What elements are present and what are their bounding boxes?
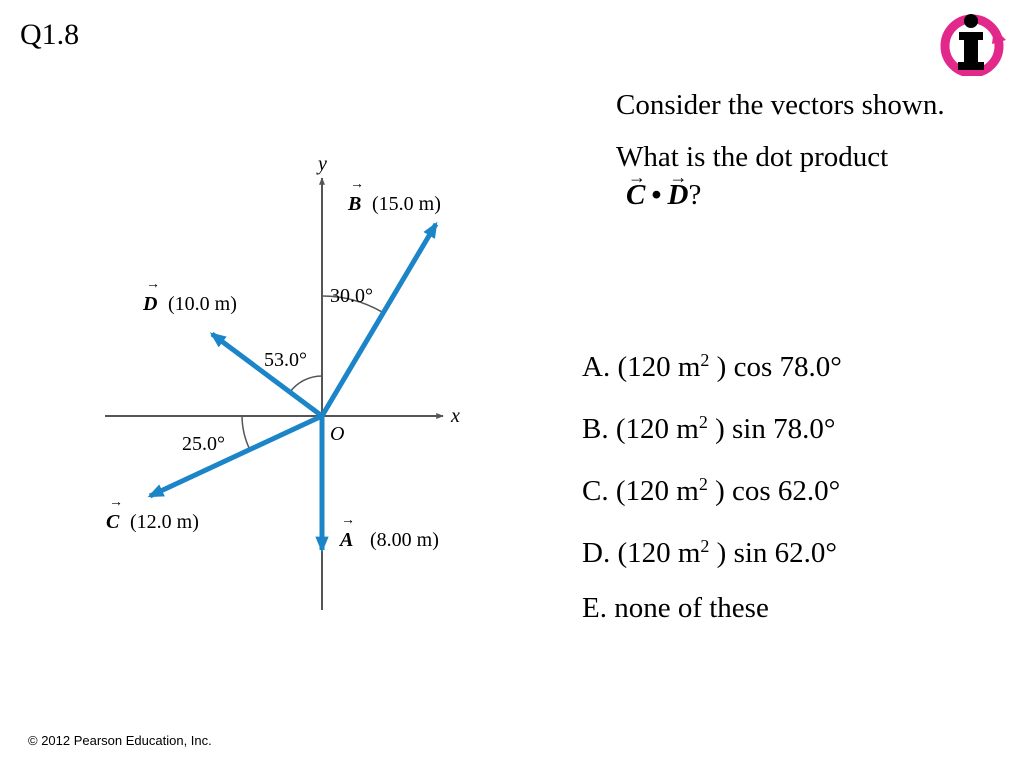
option-text: none of these <box>614 592 769 624</box>
option-text-pre: (120 m <box>617 537 701 569</box>
slide-number: Q1.8 <box>20 18 80 51</box>
option-letter: B. <box>582 413 609 445</box>
option-text-pre: (120 m <box>617 351 701 383</box>
vector-b-name: B <box>348 193 362 215</box>
option-e[interactable] <box>582 588 842 650</box>
vector-diagram <box>100 150 480 620</box>
option-letter: A. <box>582 351 611 383</box>
option-exponent: 2 <box>698 474 708 494</box>
dot-product-expression <box>626 179 701 211</box>
vector-c-arrow <box>150 416 322 496</box>
question-text: What is the dot product <box>616 141 889 173</box>
vector-c-arrow-mark: → <box>109 495 123 510</box>
vector-c-label <box>106 495 199 533</box>
question-intro: Consider the vectors shown. <box>616 89 945 121</box>
angle-label-c: 25.0° <box>182 433 225 455</box>
vector-b-arrow-mark: → <box>350 177 364 192</box>
info-logo-icon <box>936 12 1008 76</box>
angle-label-b: 30.0° <box>330 285 373 307</box>
answer-options <box>582 340 842 650</box>
option-text-post: ) cos 62.0° <box>707 475 841 507</box>
vector-d-label <box>142 277 237 315</box>
dot-operator: • <box>651 179 662 211</box>
vector-d-symbol: → D <box>668 176 689 214</box>
vector-d-magnitude: (10.0 m) <box>168 293 237 315</box>
option-d[interactable] <box>582 526 842 588</box>
vector-d-arrow-mark: → <box>146 277 160 292</box>
option-text-post: ) sin 62.0° <box>709 537 838 569</box>
question-mark: ? <box>688 179 702 211</box>
option-exponent: 2 <box>698 412 708 432</box>
vector-c-symbol: → C <box>626 176 645 214</box>
option-a[interactable] <box>582 340 842 402</box>
copyright-notice: © 2012 Pearson Education, Inc. <box>28 733 212 748</box>
option-exponent: 2 <box>700 536 710 556</box>
option-text-post: ) cos 78.0° <box>709 351 842 383</box>
option-b[interactable] <box>582 402 842 464</box>
option-exponent: 2 <box>700 350 710 370</box>
y-axis-label: y <box>318 153 327 175</box>
option-letter: E. <box>582 592 607 624</box>
option-letter: D. <box>582 537 611 569</box>
vector-d-name: D <box>143 293 158 315</box>
vector-d-arrow <box>212 334 322 416</box>
option-text-pre: (120 m <box>615 475 699 507</box>
x-axis-label: x <box>451 405 460 427</box>
vector-b-arrow <box>322 224 436 416</box>
angle-arc-d <box>290 376 322 392</box>
vector-a-magnitude: (8.00 m) <box>370 529 439 551</box>
origin-label: O <box>330 423 345 445</box>
vector-a-label <box>338 513 439 551</box>
vector-c-magnitude: (12.0 m) <box>130 511 199 533</box>
vector-c-name: C <box>106 511 120 533</box>
angle-arc-c <box>242 416 250 450</box>
option-letter: C. <box>582 475 609 507</box>
vector-b-magnitude: (15.0 m) <box>372 193 441 215</box>
question-prompt <box>616 138 996 214</box>
question-block <box>616 86 996 228</box>
vector-b-label <box>347 177 441 215</box>
vector-a-arrow-mark: → <box>341 513 355 528</box>
option-text-pre: (120 m <box>615 413 699 445</box>
option-c[interactable] <box>582 464 842 526</box>
option-text-post: ) sin 78.0° <box>707 413 836 445</box>
vector-a-name: A <box>340 529 354 551</box>
angle-label-d: 53.0° <box>264 349 307 371</box>
